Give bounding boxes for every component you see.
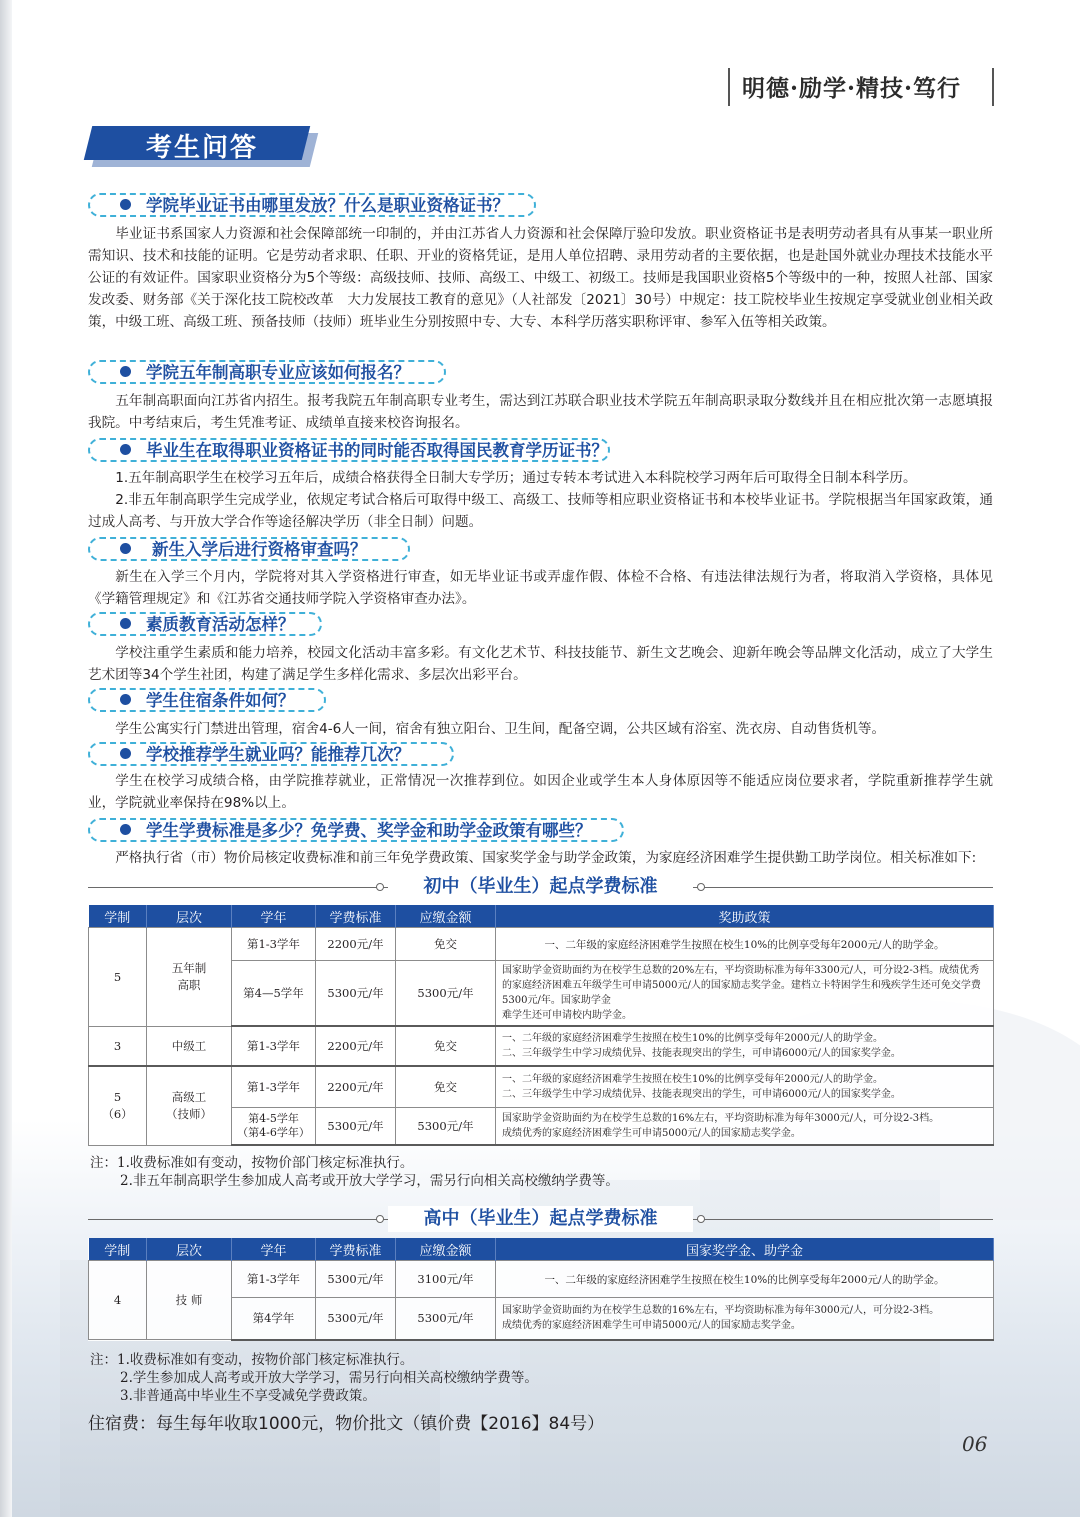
answer-text (88, 770, 993, 814)
cell-fee: 2200元/年 (316, 1066, 396, 1107)
slogan: 明德·励学·精技·笃行 (742, 75, 962, 102)
table-row (89, 1066, 994, 1107)
cell-payable: 免交 (396, 1026, 496, 1066)
cell-policy: 一、二年级的家庭经济困难学生按照在校生10%的比例享受每年2000元/人的助学金。 二、三年级学生中学习成绩优异、技能表现突出的学生，可申请6000元/人的国家奖学金。 (496, 1026, 994, 1066)
answer-text (88, 467, 993, 533)
question-text: 学院毕业证书由哪里发放？什么是职业资格证书？ (146, 196, 509, 215)
cell-year: 第4—5学年 (232, 961, 316, 1027)
table-row (89, 1261, 994, 1298)
bullet-icon (120, 366, 131, 377)
question-text: 学校推荐学生就业吗？能推荐几次？ (146, 745, 410, 764)
answer-paragraph: 五年制高职面向江苏省内招生。报考我院五年制高职专业考生，需达到江苏联合职业技术学院五年制高职录取分数线并且在相应批次第一志愿填报我院。中考结束后，考生凭准考证、成绩单直接来校咨询报名。 (88, 393, 993, 431)
page-number: 06 (962, 1432, 988, 1456)
table-header-row (89, 1238, 994, 1261)
question-text: 新生入学后进行资格审查吗？ (152, 540, 367, 559)
fee-table-junior (88, 905, 994, 1146)
header-cell: 应缴金额 (396, 1238, 496, 1261)
question-text: 毕业生在取得职业资格证书的同时能否取得国民教育学历证书？ (146, 441, 608, 460)
question-box (88, 360, 446, 384)
bullet-icon (120, 748, 131, 759)
cell-level: 技 师 (147, 1261, 232, 1340)
answer-text (88, 223, 993, 333)
cell-payable: 免交 (396, 1066, 496, 1107)
header-cell: 学年 (232, 1238, 316, 1261)
table-title: 高中（毕业生）起点学费标准 (388, 1206, 693, 1232)
answer-text (88, 390, 993, 434)
cell-policy: 国家助学金资助面约为在校学生总数的16%左右，平均资助标准为每年3000元/人，可分设2-3档。 成绩优秀的家庭经济困难学生可申请5000元/人的国家励志奖学金。 (496, 1107, 994, 1145)
cell-policy: 一、二年级的家庭经济困难学生按照在校生10%的比例享受每年2000元/人的助学金。 (496, 1261, 994, 1298)
cell-policy: 国家助学金资助面约为在校学生总数的16%左右，平均资助标准为每年3000元/人，可分设2-3档。 成绩优秀的家庭经济困难学生可申请5000元/人的国家励志奖学金。 (496, 1298, 994, 1340)
question-box (88, 438, 610, 462)
cell-fee: 5300元/年 (316, 961, 396, 1027)
question-text: 学生学费标准是多少？免学费、奖学金和助学金政策有哪些？ (146, 821, 592, 840)
question-box (88, 537, 410, 561)
section-title: 考生问答 (146, 133, 259, 163)
question-box (88, 742, 454, 766)
accommodation-fee: 住宿费：每生每年收取1000元，物价批文（镇价费【2016】84号） (88, 1414, 605, 1434)
bullet-icon (120, 694, 131, 705)
answer-paragraph: 学校注重学生素质和能力培养，校园文化活动丰富多彩。有文化艺术节、科技技能节、新生文艺晚会、迎新年晚会等品牌文化活动，成立了大学生艺术团等34个学生社团，构建了满足学生多样化需求、多层次出彩平台。 (88, 645, 993, 683)
question-text: 学院五年制高职专业应该如何报名？ (146, 363, 410, 382)
cell-level: 五年制 高职 (147, 928, 232, 1027)
cell-payable: 3100元/年 (396, 1261, 496, 1298)
bullet-icon (120, 618, 131, 629)
answer-text (88, 847, 993, 869)
cell-year: 第4学年 (232, 1298, 316, 1340)
table-header-row (89, 905, 994, 928)
header-cell: 学年 (232, 905, 316, 928)
bullet-icon (120, 824, 131, 835)
answer-paragraph: 毕业证书系国家人力资源和社会保障部统一印制的，并由江苏省人力资源和社会保障厅验印发放。职业资格证书是表明劳动者具有从事某一职业所需知识、技术和技能的证明。它是劳动者求职、任职、开业的资格凭证，是用人单位招聘、录用劳动者的主要依据，也是赴国外就业办理技术技能水平公证的有效证件。国家职业资格分为5个等级：高级技师、技师、高级工、中级工、初级工。技师是我国职业资格5个等级中的一种，按照人社部、国家发改委、财务部《关于深化技工院校改革 大力发展技工教育的意见》（人社部发〔2021〕30号）中规定：技工院校毕业生按规定享受就业创业相关政策，中级工班、高级工班、预备技师（技师）班毕业生分别按照中专、大专、本科学历落实职称评审、参军入伍等相关政策。 (88, 226, 993, 330)
cell-year: 第1-3学年 (232, 928, 316, 961)
cell-payable: 5300元/年 (396, 1107, 496, 1145)
bullet-icon (120, 444, 131, 455)
header-cell: 学制 (89, 1238, 147, 1261)
cell-level: 高级工 （技师） (147, 1066, 232, 1145)
cell-policy: 一、二年级的家庭经济困难学生按照在校生10%的比例享受每年2000元/人的助学金。 二、三年级学生中学习成绩优异、技能表现突出的学生，可申请6000元/人的国家奖学金。 (496, 1066, 994, 1107)
answer-paragraph: 学生在校学习成绩合格，由学院推荐就业，正常情况一次推荐到位。如因企业或学生本人身体原因等不能适应岗位要求者，学院重新推荐学生就业，学院就业率保持在98%以上。 (88, 773, 993, 811)
table-note: 2.学生参加成人高考或开放大学学习，需另行向相关高校缴纳学费等。 (120, 1370, 538, 1386)
fee-table-senior (88, 1238, 994, 1341)
cell-year: 第1-3学年 (232, 1026, 316, 1066)
page-spine (0, 0, 12, 1517)
question-text: 素质教育活动怎样？ (146, 615, 295, 634)
table-note: 注：1.收费标准如有变动，按物价部门核定标准执行。 (90, 1352, 414, 1368)
table-note: 2.非五年制高职学生参加成人高考或开放大学学习，需另行向相关高校缴纳学费等。 (120, 1173, 619, 1189)
cell-fee: 5300元/年 (316, 1107, 396, 1145)
cell-policy: 国家助学金资助面约为在校学生总数的20%左右，平均资助标准为每年3300元/人，可分设2-3档。成绩优秀的家庭经济困难五年级学生可申请5000元/人的国家励志奖学金。建档立卡特困学生和残疾学生还可免交学费5300元/年。国家助学金 难学生还可申请校内助学金。 (496, 961, 994, 1027)
header-cell: 国家奖学金、助学金 (496, 1238, 994, 1261)
answer-paragraph: 2.非五年制高职学生完成学业，依规定考试合格后可取得中级工、高级工、技师等相应职业资格证书和本校毕业证书。学院根据当年国家政策，通过成人高考、与开放大学合作等途径解决学历（非全日制）问题。 (88, 492, 993, 530)
answer-text (88, 566, 993, 610)
cell-xuezhi: 5 （6） (89, 1066, 147, 1145)
table-note: 注：1.收费标准如有变动，按物价部门核定标准执行。 (90, 1155, 414, 1171)
header-cell: 奖助政策 (496, 905, 994, 928)
cell-year: 第1-3学年 (232, 1261, 316, 1298)
cell-policy: 一、二年级的家庭经济困难学生按照在校生10%的比例享受每年2000元/人的助学金。 (496, 928, 994, 961)
answer-paragraph: 新生在入学三个月内，学院将对其入学资格进行审查，如无毕业证书或弄虚作假、体检不合格、有违法律法规行为者，将取消入学资格，具体见《学籍管理规定》和《江苏省交通技师学院入学资格审查办法》。 (88, 569, 993, 607)
header-cell: 学费标准 (316, 905, 396, 928)
answer-text (88, 642, 993, 686)
question-box (88, 688, 326, 712)
table-row (89, 1026, 994, 1066)
cell-payable: 5300元/年 (396, 961, 496, 1027)
cell-year: 第4-5学年 （第4-6学年） (232, 1107, 316, 1145)
cell-level: 中级工 (147, 1026, 232, 1066)
table-note: 3.非普通高中毕业生不享受减免学费政策。 (120, 1388, 376, 1404)
cell-xuezhi: 5 (89, 928, 147, 1027)
cell-fee: 2200元/年 (316, 928, 396, 961)
header-cell: 应缴金额 (396, 905, 496, 928)
cell-fee: 5300元/年 (316, 1261, 396, 1298)
question-box (88, 818, 624, 842)
cell-xuezhi: 4 (89, 1261, 147, 1340)
question-box (88, 193, 536, 217)
cell-xuezhi: 3 (89, 1026, 147, 1066)
table-row (89, 928, 994, 961)
question-box (88, 612, 322, 636)
bullet-icon (120, 199, 131, 210)
cell-fee: 5300元/年 (316, 1298, 396, 1340)
header-cell: 学费标准 (316, 1238, 396, 1261)
bullet-icon (120, 543, 131, 554)
answer-text (88, 718, 993, 740)
cell-payable: 免交 (396, 928, 496, 961)
cell-year: 第1-3学年 (232, 1066, 316, 1107)
cell-payable: 5300元/年 (396, 1298, 496, 1340)
header-cell: 层次 (147, 1238, 232, 1261)
table-title: 初中（毕业生）起点学费标准 (388, 874, 693, 900)
answer-paragraph: 学生公寓实行门禁进出管理，宿舍4-6人一间，宿舍有独立阳台、卫生间，配备空调，公共区域有浴室、洗衣房、自动售货机等。 (115, 721, 886, 737)
answer-paragraph: 1.五年制高职学生在校学习五年后，成绩合格获得全日制大专学历；通过专转本考试进入本科院校学习两年后可取得全日制本科学历。 (115, 470, 917, 486)
header-cell: 层次 (147, 905, 232, 928)
cell-fee: 2200元/年 (316, 1026, 396, 1066)
question-text: 学生住宿条件如何？ (146, 691, 295, 710)
header-cell: 学制 (89, 905, 147, 928)
answer-paragraph: 严格执行省（市）物价局核定收费标准和前三年免学费政策、国家奖学金与助学金政策，为家庭经济困难学生提供勤工助学岗位。相关标准如下: (115, 850, 977, 866)
